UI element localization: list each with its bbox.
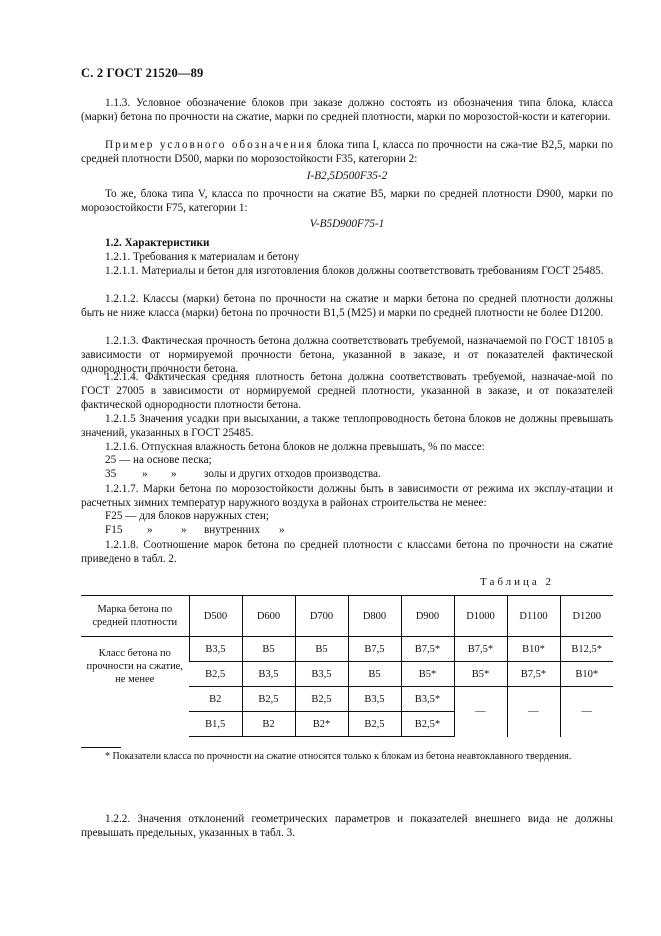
table-header-cell: D600 [242, 596, 295, 637]
section-1-2-1-4: 1.2.1.4. Фактическая средняя плотность бетона должна соответствовать требуемой, назначае-мой по ГОСТ 27005 в зависимости от нормируемой средней плотности, указанной в заказе, и от показателей фактической однородности плотности бетона. [81, 371, 613, 411]
section-1-2-1-8: 1.2.1.8. Соотношение марок бетона по средней плотности с классами бетона по прочности на сжатие приведено в табл. 2. [81, 539, 613, 565]
table-cell: B7,5* [401, 637, 454, 662]
example-label: Пример условного обозначения [105, 139, 314, 151]
table-header-cell: D500 [189, 596, 242, 637]
table-cell: B5 [295, 637, 348, 662]
footnote: * Показатели класса по прочности на сжатие относятся только к блокам из бетона неавтоклавного твердения. [105, 751, 572, 762]
table-cell: B5* [454, 662, 507, 687]
same-paragraph: То же, блока типа V, класса по прочности на сжатие B5, марки по средней плотности D900, марки по морозостойкости F75, категории 1: [81, 188, 613, 214]
table-cell: B2 [242, 712, 295, 737]
table-cell: B5* [401, 662, 454, 687]
section-1-2-1-5: 1.2.1.5 Значения усадки при высыхании, а также теплопроводность бетона блоков не должны превышать значений, указанных в ГОСТ 25485. [81, 413, 613, 439]
table-cell: B5 [348, 662, 401, 687]
frost-item-1: F25 — для блоков наружных стен; [105, 510, 269, 522]
table-cell: — [507, 687, 560, 737]
table-header-cell: D900 [401, 596, 454, 637]
table-cell: B5 [242, 637, 295, 662]
table-cell: B3,5 [242, 662, 295, 687]
table-header-cell: D1200 [560, 596, 613, 637]
table-cell: B3,5 [295, 662, 348, 687]
table-cell: B3,5* [401, 687, 454, 712]
table-header-cell: D700 [295, 596, 348, 637]
table-cell: B2 [189, 687, 242, 712]
table-row-label: Класс бетона по прочности на сжатие, не менее [81, 637, 189, 737]
table-header-cell: D1100 [507, 596, 560, 637]
designation-2: V-B5D900F75-1 [309, 218, 385, 230]
table-header-cell: Марка бетона по средней плотности [81, 596, 189, 637]
section-1-2: 1.2. Характеристики [105, 237, 210, 249]
table-header-cell: D800 [348, 596, 401, 637]
table-cell: B10* [560, 662, 613, 687]
footnote-rule [81, 747, 121, 748]
moisture-item-2-text: золы и других отходов производства. [204, 468, 381, 480]
table-caption: Таблица 2 [480, 576, 555, 588]
table-header-row [81, 596, 613, 637]
table-cell: B2,5* [401, 712, 454, 737]
table-cell: B2,5 [348, 712, 401, 737]
example-text: блока типа I, класса по прочности на сжа-тие B2,5, марки по средней плотности D500, марки по морозостойкости F35, категории 2: [81, 139, 613, 165]
table-cell: B10* [507, 637, 560, 662]
table-row [81, 637, 613, 662]
designation-1: I-B2,5D500F35-2 [306, 170, 388, 182]
paragraph-1-1-3: 1.1.3. Условное обозначение блоков при заказе должно состоять из обозначения типа блока, класса (марки) бетона по прочности на сжатие, марки по средней плотности, марки по морозостой-кости и категории. [81, 97, 613, 123]
section-1-2-2: 1.2.2. Значения отклонений геометрических параметров и показателей внешнего вида не должны превышать предельных, указанных в табл. 3. [81, 813, 613, 839]
table-cell: B3,5 [348, 687, 401, 712]
table-cell: B3,5 [189, 637, 242, 662]
section-1-2-1-2: 1.2.1.2. Классы (марки) бетона по прочности на сжатие и марки бетона по средней плотности должны быть не ниже класса (марки) бетона по прочности B1,5 (M25) и марки по средней плотности не более D1200. [81, 293, 613, 319]
ditto-mark: » [147, 524, 153, 536]
table-cell: B7,5* [507, 662, 560, 687]
table-cell: B1,5 [189, 712, 242, 737]
section-1-2-1-3: 1.2.1.3. Фактическая прочность бетона должна соответствовать требуемой, назначаемой по ГОСТ 18105 в зависимости от нормируемой прочности бетона, указанной в заказе, и от показателей фактической однородности прочности бетона. [81, 335, 613, 375]
table-header-cell: D1000 [454, 596, 507, 637]
table-cell: B2,5 [189, 662, 242, 687]
table-cell: B7,5 [348, 637, 401, 662]
table-cell: — [560, 687, 613, 737]
ditto-mark: » [279, 524, 285, 536]
table-cell: B7,5* [454, 637, 507, 662]
moisture-item-2-num: 35 [105, 468, 117, 480]
frost-item-2-text: внутренних [204, 524, 261, 536]
ditto-mark: » [142, 468, 148, 480]
table-cell: B2* [295, 712, 348, 737]
ditto-mark: » [181, 524, 187, 536]
example-paragraph [81, 138, 613, 166]
section-1-2-1-1: 1.2.1.1. Материалы и бетон для изготовления блоков должны соответствовать требованиям ГОСТ 25485. [105, 265, 604, 277]
moisture-item-1: 25 — на основе песка; [105, 454, 212, 466]
frost-item-2-num: F15 [105, 524, 123, 536]
table-cell: B2,5 [295, 687, 348, 712]
section-1-2-1-6: 1.2.1.6. Отпускная влажность бетона блоков не должна превышать, % по массе: [105, 441, 485, 453]
section-1-2-1: 1.2.1. Требования к материалам и бетону [105, 251, 300, 263]
table-cell: B12,5* [560, 637, 613, 662]
section-1-2-1-7: 1.2.1.7. Марки бетона по морозостойкости должны быть в зависимости от режима их эксплу-атации и расчетных зимних температур наружного воздуха в районах строительства не менее: [81, 483, 613, 509]
table-cell: B2,5 [242, 687, 295, 712]
page-header: С. 2 ГОСТ 21520—89 [81, 66, 204, 80]
table-cell: — [454, 687, 507, 737]
ditto-mark: » [171, 468, 177, 480]
table-2 [81, 595, 613, 737]
